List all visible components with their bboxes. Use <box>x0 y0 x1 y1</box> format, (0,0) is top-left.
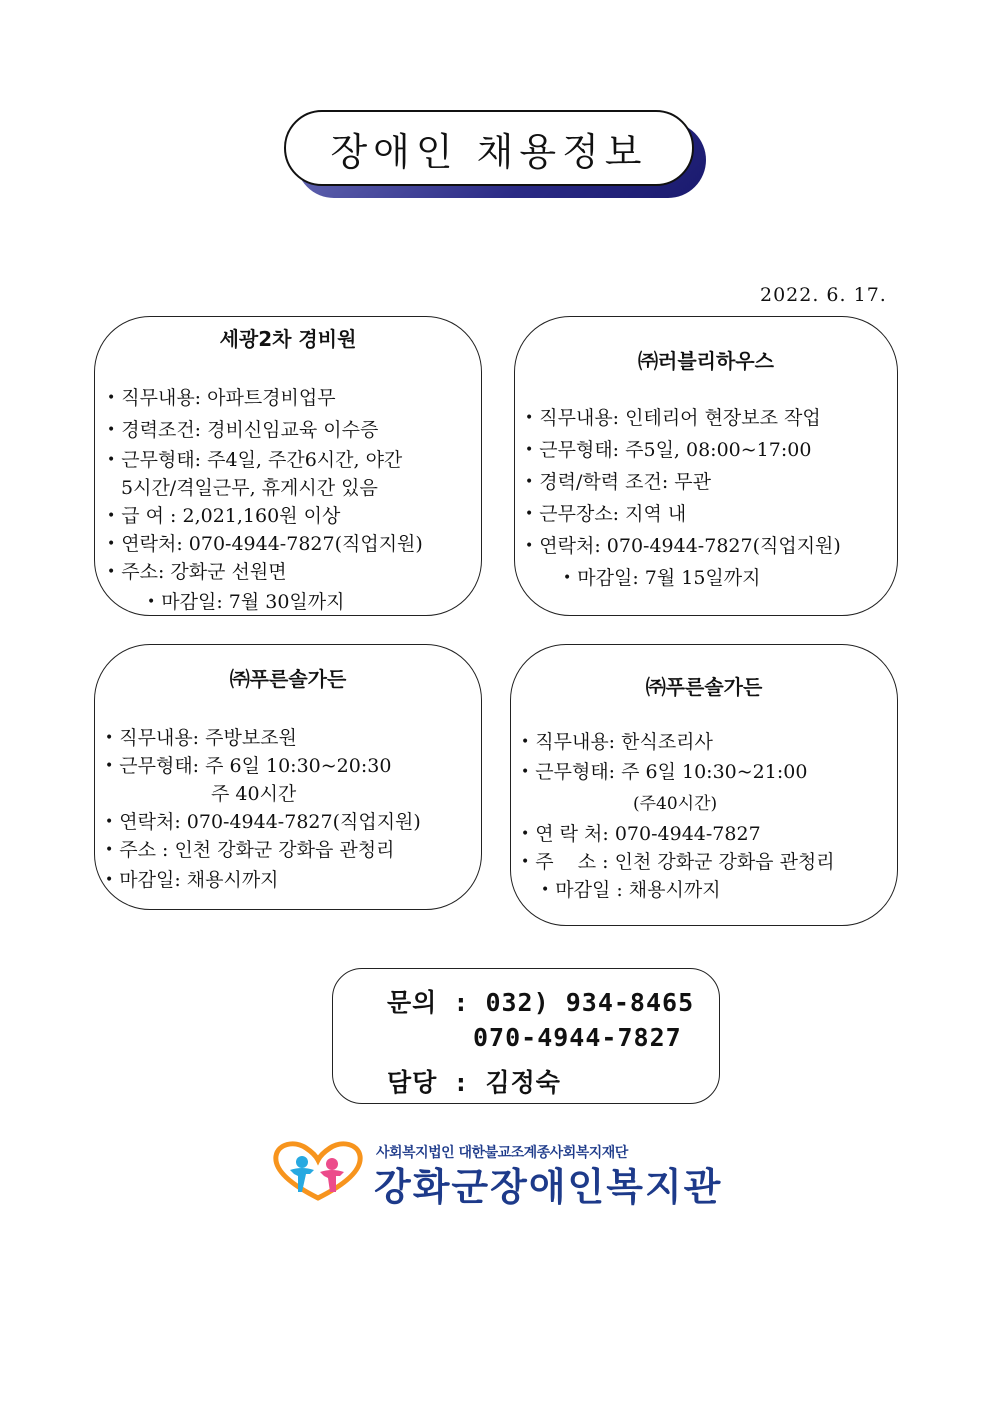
title-box <box>284 110 694 186</box>
logo-name: 강화군장애인복지관 <box>374 1165 723 1209</box>
job-line: • 근무형태: 주5일, 08:00~17:00 <box>525 435 811 462</box>
job-line: • 근무형태: 주 6일 10:30~20:30 <box>105 751 391 778</box>
document-date: 2022. 6. 17. <box>760 284 887 306</box>
job-deadline: • 마감일: 채용시까지 <box>105 865 279 892</box>
job-deadline: • 마감일: 7월 15일까지 <box>563 563 761 590</box>
job-line: • 연락처: 070-4944-7827(직업지원) <box>105 807 421 834</box>
job-line: 5시간/격일근무, 휴게시간 있음 <box>121 477 378 499</box>
job-line: • 연락처: 070-4944-7827(직업지원) <box>525 531 841 558</box>
job-card-title: ㈜푸른솔가든 <box>229 667 347 691</box>
job-card-2 <box>514 316 898 616</box>
job-line: • 주소: 강화군 선원면 <box>107 557 287 584</box>
job-line: • 연락처: 070-4944-7827(직업지원) <box>107 529 423 556</box>
job-card-4 <box>510 644 898 926</box>
job-line: (주40시간) <box>633 794 718 814</box>
contact-phone: 문의 : 032) 934-8465 <box>387 988 695 1017</box>
page-title: 장애인 채용정보 <box>330 129 648 174</box>
job-card-1 <box>94 316 482 616</box>
welfare-center-logo-icon <box>272 1140 364 1206</box>
job-line: • 직무내용: 주방보조원 <box>105 723 297 750</box>
job-line: • 근무형태: 주 6일 10:30~21:00 <box>521 757 807 784</box>
job-deadline: • 마감일: 7월 30일까지 <box>147 587 345 614</box>
contact-person: 담당 : 김정숙 <box>387 1068 561 1097</box>
job-line: • 연 락 처: 070-4944-7827 <box>521 819 761 846</box>
job-card-title: ㈜러블리하우스 <box>638 349 774 373</box>
job-card-3 <box>94 644 482 910</box>
job-line: 주 40시간 <box>211 783 297 805</box>
contact-phone-2: 070-4944-7827 <box>473 1023 682 1052</box>
job-deadline: • 마감일 : 채용시까지 <box>541 875 721 902</box>
job-line: • 직무내용: 인테리어 현장보조 작업 <box>525 403 821 430</box>
job-line: • 근무장소: 지역 내 <box>525 499 686 526</box>
job-line: • 경력/학력 조건: 무관 <box>525 467 711 494</box>
logo-subtitle: 사회복지법인 대한불교조계종사회복지재단 <box>376 1145 628 1161</box>
job-line: • 근무형태: 주4일, 주간6시간, 야간 <box>107 445 402 472</box>
job-line: • 급 여 : 2,021,160원 이상 <box>107 501 340 528</box>
job-card-title: ㈜푸른솔가든 <box>645 675 763 699</box>
job-line: • 주소 : 인천 강화군 강화읍 관청리 <box>105 835 394 862</box>
contact-box <box>332 968 720 1104</box>
job-line: • 경력조건: 경비신임교육 이수증 <box>107 415 378 442</box>
job-line: • 직무내용: 아파트경비업무 <box>107 383 336 410</box>
job-line: • 주 소 : 인천 강화군 강화읍 관청리 <box>521 847 835 874</box>
job-card-title: 세광2차 경비원 <box>219 327 357 351</box>
job-line: • 직무내용: 한식조리사 <box>521 727 713 754</box>
